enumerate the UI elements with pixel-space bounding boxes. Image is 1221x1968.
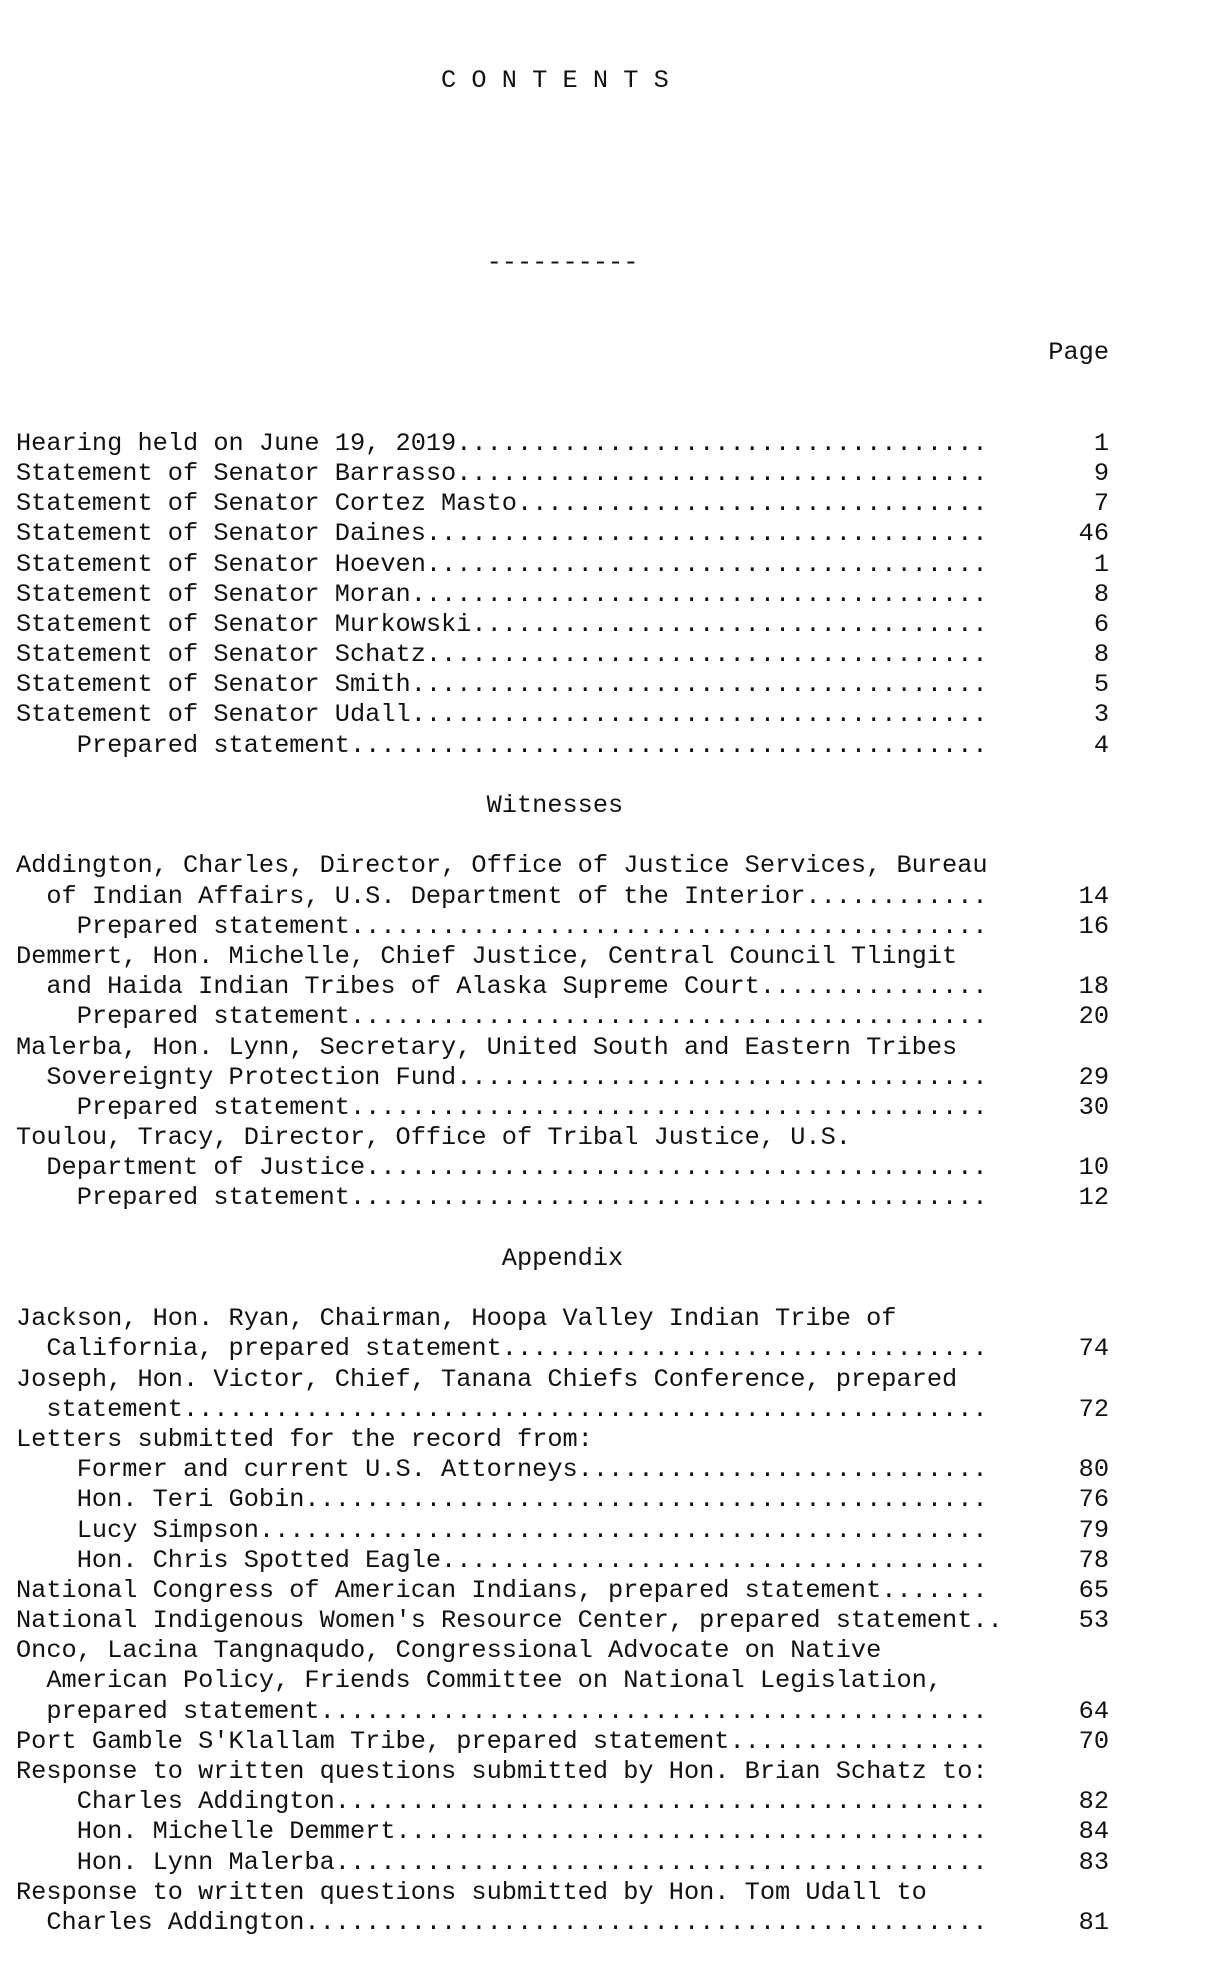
toc-entry[interactable]: Former and current U.S. Attorneys........................... 80 xyxy=(16,1455,1110,1485)
toc-entry: Onco, Lacina Tangnaqudo, Congressional Advocate on Native xyxy=(16,1636,882,1666)
toc-entry[interactable]: Prepared statement.......................................... 16 xyxy=(16,911,1110,941)
toc-entry: Toulou, Tracy, Director, Office of Tribal Justice, U.S. xyxy=(16,1123,851,1153)
toc-entry[interactable]: Prepared statement.......................................... 20 xyxy=(16,1002,1110,1032)
contents-title: C O N T E N T S xyxy=(16,66,669,96)
toc-entry[interactable]: Prepared statement.......................................... 30 xyxy=(16,1092,1110,1122)
toc-entry: Addington, Charles, Director, Office of Justice Services, Bureau xyxy=(16,851,988,881)
toc-entry: Response to written questions submitted by Hon. Brian Schatz to: xyxy=(16,1757,988,1787)
toc-entry[interactable]: Hon. Lynn Malerba........................................... 83 xyxy=(16,1847,1110,1877)
toc-entry[interactable]: Charles Addington............................................. 81 xyxy=(16,1907,1110,1937)
toc-entry[interactable]: Statement of Senator Murkowski.................................. 6 xyxy=(16,609,1110,639)
toc-entry[interactable]: Statement of Senator Schatz..................................... 8 xyxy=(16,640,1110,670)
blank-line xyxy=(16,761,1221,791)
blank-line xyxy=(16,157,1221,187)
toc-body xyxy=(16,429,1221,1938)
toc-entry[interactable]: and Haida Indian Tribes of Alaska Supreme Court............... 18 xyxy=(16,972,1110,1002)
toc-entry[interactable]: statement..................................................... 72 xyxy=(16,1394,1110,1424)
toc-entry[interactable]: Statement of Senator Cortez Masto............................... 7 xyxy=(16,489,1110,519)
toc-entry: Response to written questions submitted by Hon. Tom Udall to xyxy=(16,1877,927,1907)
section-heading: Witnesses xyxy=(16,791,624,821)
toc-entry[interactable]: Hon. Michelle Demmert....................................... 84 xyxy=(16,1817,1110,1847)
toc-entry-continuation: American Policy, Friends Committee on National Legislation, xyxy=(16,1666,943,1696)
toc-entry: Letters submitted for the record from: xyxy=(16,1424,593,1454)
toc-entry[interactable]: California, prepared statement................................ 74 xyxy=(16,1334,1110,1364)
toc-entry[interactable]: Hon. Chris Spotted Eagle.................................... 78 xyxy=(16,1545,1110,1575)
toc-entry[interactable]: prepared statement............................................ 64 xyxy=(16,1696,1110,1726)
toc-entry[interactable]: Statement of Senator Hoeven..................................... 1 xyxy=(16,549,1110,579)
toc-entry[interactable]: Prepared statement.......................................... 4 xyxy=(16,730,1110,760)
blank-line xyxy=(16,1274,1221,1304)
separator-line: ---------- xyxy=(16,247,639,277)
toc-entry[interactable]: Prepared statement.......................................... 12 xyxy=(16,1183,1110,1213)
blank-line xyxy=(16,1214,1221,1244)
toc-entry[interactable]: Sovereignty Protection Fund................................... 29 xyxy=(16,1062,1110,1092)
toc-entry[interactable]: National Indigenous Women's Resource Center, prepared statement.. 53 xyxy=(16,1606,1110,1636)
toc-entry[interactable]: Statement of Senator Daines..................................... 46 xyxy=(16,519,1110,549)
toc-entry[interactable]: Hon. Teri Gobin............................................. 76 xyxy=(16,1485,1110,1515)
toc-entry[interactable]: Charles Addington........................................... 82 xyxy=(16,1787,1110,1817)
toc-entry[interactable]: Statement of Senator Udall...................................... 3 xyxy=(16,700,1110,730)
toc-entry[interactable]: Hearing held on June 19, 2019................................... 1 xyxy=(16,428,1110,458)
toc-entry[interactable]: Department of Justice......................................... 10 xyxy=(16,1153,1110,1183)
toc-entry: Jackson, Hon. Ryan, Chairman, Hoopa Valley Indian Tribe of xyxy=(16,1304,897,1334)
toc-entry[interactable]: Statement of Senator Smith...................................... 5 xyxy=(16,670,1110,700)
page-column-header: Page xyxy=(16,338,1110,368)
toc-entry[interactable]: Statement of Senator Barrasso................................... 9 xyxy=(16,458,1110,488)
blank-line xyxy=(16,821,1221,851)
section-heading: Appendix xyxy=(16,1243,624,1273)
toc-entry[interactable]: Lucy Simpson................................................ 79 xyxy=(16,1515,1110,1545)
toc-entry[interactable]: of Indian Affairs, U.S. Department of the Interior............ 14 xyxy=(16,881,1110,911)
toc-entry[interactable]: Port Gamble S'Klallam Tribe, prepared statement................. 70 xyxy=(16,1726,1110,1756)
toc-entry[interactable]: National Congress of American Indians, prepared statement....... 65 xyxy=(16,1575,1110,1605)
toc-entry: Demmert, Hon. Michelle, Chief Justice, Central Council Tlingit xyxy=(16,941,958,971)
toc-entry: Malerba, Hon. Lynn, Secretary, United South and Eastern Tribes xyxy=(16,1032,958,1062)
toc-entry[interactable]: Statement of Senator Moran...................................... 8 xyxy=(16,579,1110,609)
toc-entry: Joseph, Hon. Victor, Chief, Tanana Chiefs Conference, prepared xyxy=(16,1364,958,1394)
